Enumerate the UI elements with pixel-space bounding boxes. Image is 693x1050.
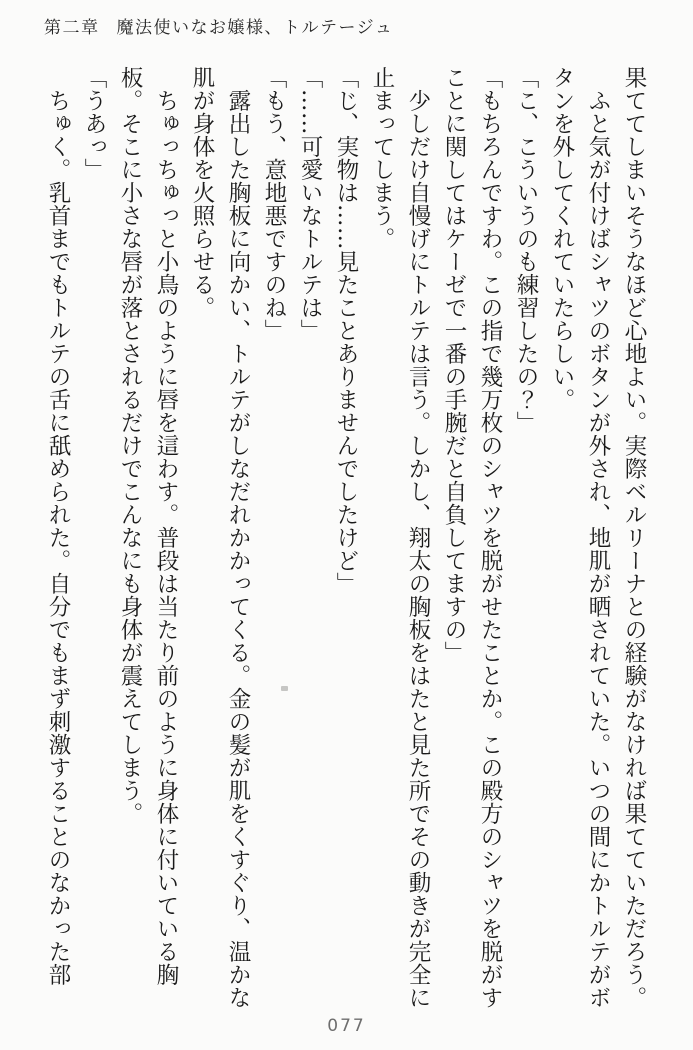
page-body-text xyxy=(40,66,652,1011)
paragraph: 「もう、意地悪ですのね」 xyxy=(261,66,287,342)
paragraph: 「うあっ」 xyxy=(81,66,107,181)
paragraph: ふと気が付けばシャツのボタンが外され、地肌が晒されていた。いつの間にかトルテがボタンを外してくれていたらしい。 xyxy=(549,66,611,1009)
paragraph: 「……可愛いなトルテは」 xyxy=(297,66,323,342)
paragraph: ちゅく。乳首までもトルテの舌に舐められた。自分でもまず刺激することのなかった部 xyxy=(45,88,71,986)
running-head xyxy=(44,13,393,38)
paragraph: ちゅっちゅっと小鳥のように唇を這わす。普段は当たり前のように身体に付いている胸板。そこに小さな唇が落とされるだけでこんなにも身体が震えてしまう。 xyxy=(117,66,179,986)
chapter-number: 第二章 xyxy=(44,18,100,38)
page-number: 077 xyxy=(327,1016,366,1036)
paragraph: 露出した胸板に向かい、トルテがしなだれかかってくる。金の髪が肌をくすぐり、温かな肌が身体を火照らせる。 xyxy=(189,66,251,1009)
scan-artifact-mark xyxy=(281,686,288,691)
paragraph: 少しだけ自慢げにトルテは言う。しかし、翔太の胸板をはたと見た所でその動きが完全に止まってしまう。 xyxy=(369,66,431,1009)
paragraph: 「もちろんですわ。この指で幾万枚のシャツを脱がせたことか。この殿方のシャツを脱がすことに関してはケーゼで一番の手腕だと自負してますの」 xyxy=(441,66,503,1009)
chapter-title: 魔法使いなお嬢様、トルテージュ xyxy=(116,18,394,38)
paragraph: 「こ、こういうのも練習したの？」 xyxy=(513,66,539,434)
paragraph: 「じ、実物は……見たことありませんでしたけど」 xyxy=(333,66,359,595)
paragraph: 果ててしまいそうなほど心地よい。実際ベルリーナとの経験がなければ果てていただろう。 xyxy=(621,66,647,1009)
